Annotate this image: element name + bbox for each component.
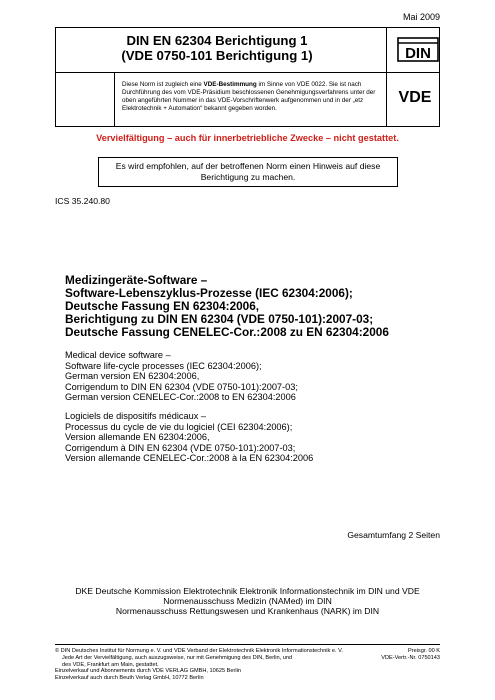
title-german-line: Medizingeräte-Software – [65, 273, 208, 287]
committees [55, 587, 440, 616]
total-pages: Gesamtumfang 2 Seiten [347, 530, 440, 540]
document-title-line2: (VDE 0750-101 Berichtigung 1) [121, 48, 313, 63]
header-divider-vertical [386, 27, 387, 127]
footer-line: © DIN Deutsches Institut für Normung e. V. und VDE Verband der Elektrotechnik Elektronik Informationstechnik e. V. [55, 648, 343, 654]
vde-notice-part1: Diese Norm ist zugleich eine [122, 81, 204, 88]
vde-distribution-number: VDE-Vertr.-Nr. 0750143 [381, 654, 440, 661]
footer-line: Einzelverkauf und Abonnements durch VDE VERLAG GMBH, 10625 Berlin [55, 668, 241, 675]
title-english-line: German version CENELEC-Cor.:2008 to EN 62304:2006 [65, 392, 296, 402]
header-divider-horizontal [55, 72, 440, 73]
title-english-line: Software life-cycle processes (IEC 62304:2006); [65, 360, 262, 371]
din-logo [397, 37, 439, 62]
title-french [65, 411, 313, 464]
title-french-line: Version allemande CENELEC-Cor.:2008 à la EN 62304:2006 [65, 453, 314, 463]
vde-logo [389, 89, 441, 104]
footer-line: des VDE, Frankfurt am Main, gestattet. [62, 661, 159, 668]
reproduction-note: Vervielfältigung – auch für innerbetriebliche Zwecke – nicht gestattet. [96, 133, 399, 143]
vde-notice [122, 81, 380, 113]
title-german-line: Software-Lebenszyklus-Prozesse (IEC 62304:2006); [65, 286, 353, 300]
title-english-line: Medical device software – [65, 350, 171, 360]
committee-line: Normenausschuss Medizin (NAMed) im DIN [163, 595, 332, 606]
footer-line: Einzelverkauf auch durch Beuth Verlag GmbH, 10772 Berlin [55, 675, 204, 682]
price-group: Preisgr. 00 K [407, 648, 440, 654]
vde-logo-text: VDE [398, 89, 432, 104]
vde-notice-bold: VDE-Bestimmung [203, 81, 257, 88]
title-german [65, 274, 389, 339]
title-french-line: Version allemande EN 62304:2006, [65, 432, 210, 442]
title-english-line: Corrigendum to DIN EN 62304 (VDE 0750-101):2007-03; [65, 381, 298, 392]
title-german-line: Berichtigung zu DIN EN 62304 (VDE 0750-101):2007-03; [65, 312, 374, 326]
copyright-footer [55, 648, 390, 682]
publication-date: Mai 2009 [402, 12, 440, 22]
document-title [55, 33, 379, 63]
din-logo-text: DIN [405, 45, 431, 62]
title-english [65, 350, 298, 403]
title-french-line: Processus du cycle de vie du logiciel (CEI 62304:2006); [65, 421, 293, 432]
title-french-line: Logiciels de dispositifs médicaux – [65, 411, 206, 421]
recommendation-box: Es wird empfohlen, auf der betroffenen Norm einen Hinweis auf diese Berichtigung zu machen. [98, 157, 398, 187]
ics-code: ICS 35.240.80 [55, 196, 110, 206]
footer-line: Jede Art der Vervielfältigung, auch auszugsweise, nur mit Genehmigung des DIN, Berlin, und [62, 654, 293, 661]
price-footer [381, 648, 440, 662]
footer-rule [55, 644, 440, 645]
title-german-line: Deutsche Fassung EN 62304:2006, [65, 299, 260, 313]
notice-divider [114, 72, 115, 127]
title-german-line: Deutsche Fassung CENELEC-Cor.:2008 zu EN 62304:2006 [65, 325, 389, 339]
title-french-line: Corrigendum à DIN EN 62304 (VDE 0750-101):2007-03; [65, 442, 296, 453]
committee-line: Normenausschuss Rettungswesen und Krankenhaus (NARK) im DIN [115, 605, 380, 616]
title-english-line: German version EN 62304:2006, [65, 371, 200, 381]
committee-line: DKE Deutsche Kommission Elektrotechnik Elektronik Informationstechnik im DIN und VDE [75, 586, 420, 596]
document-title-line1: DIN EN 62304 Berichtigung 1 [126, 33, 308, 48]
vde-notice-part2: im Sinne von VDE 0022. Sie ist nach Durchführung des vom VDE-Präsidium beschlossenen Genehmigungsverfahrens unter der oben angeführten Nummer in das VDE-Vorschriftenwerk aufgenommen und in der „etz Elektrotechnik + Automation“ bekannt gegeben worden. [122, 81, 376, 112]
